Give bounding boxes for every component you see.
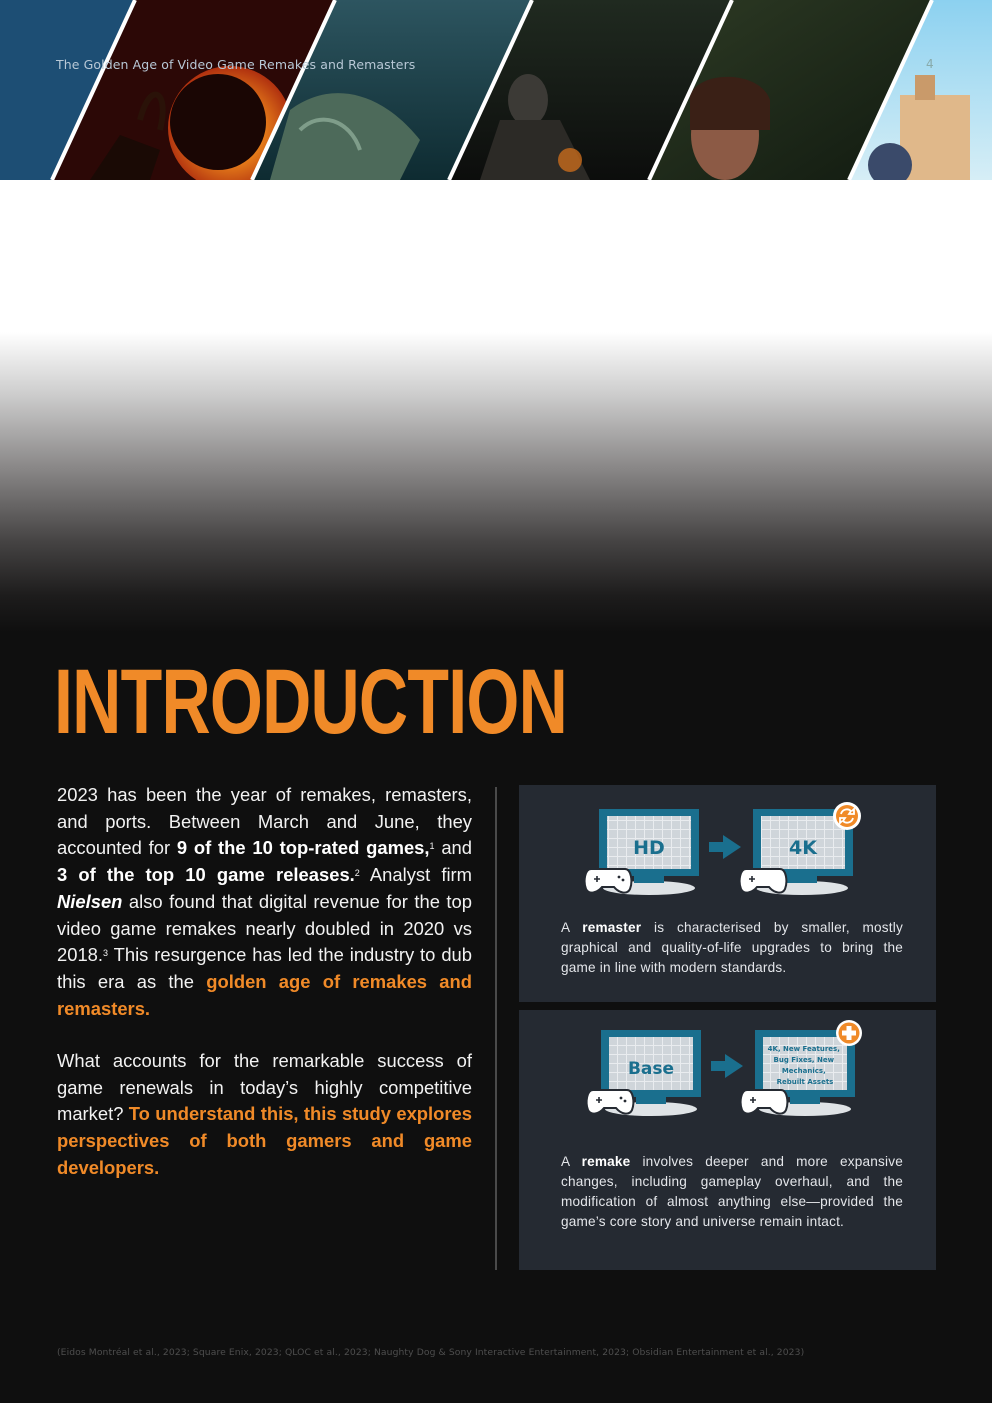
upgrade-badge-icon <box>833 802 861 830</box>
banner-artwork <box>0 0 992 180</box>
plus-badge-icon <box>836 1020 862 1046</box>
document-header-title: The Golden Age of Video Game Remakes and Remasters <box>56 57 416 72</box>
remaster-illustration <box>519 785 936 910</box>
svg-text:4K: 4K <box>789 837 817 859</box>
section-title: INTRODUCTION <box>54 651 568 753</box>
arrow-right-icon <box>711 1054 743 1078</box>
svg-text:Base: Base <box>627 1059 675 1079</box>
remake-description: A remake involves deeper and more expansive changes, including gameplay overhaul, and the modification of almost anything else—provided the game’s core story and universe remain intact. <box>561 1154 903 1229</box>
header-banner <box>0 0 992 180</box>
arrow-right-icon <box>709 835 741 859</box>
fade-gradient <box>0 332 992 632</box>
intro-paragraph-2: What accounts for the remarkable success of game renewals in today’s highly competitive market? To understand this, this study explores perspectives of both gamers and game developers. <box>57 1050 472 1178</box>
remaster-description: A remaster is characterised by smaller, mostly graphical and quality-of-life upgrades to bring the game in line with modern standards. <box>561 920 903 975</box>
remake-illustration <box>519 1010 936 1135</box>
remake-card <box>519 1010 936 1270</box>
intro-paragraph-1: 2023 has been the year of remakes, remasters, and ports. Between March and June, they accounted for 9 of the 10 top-rated games,$^1$ and 3 of the top 10 game releases.$^2$ Analyst firm Nielsen also found that digital revenue for the top video game remakes nearly doubled in 2020 vs 2018.$^3$ This resurgence has led the industry to dub this era as the golden age of remakes and remasters. <box>57 784 472 1019</box>
svg-text:HD: HD <box>633 837 665 859</box>
white-band <box>0 180 992 332</box>
references-footnote: (Eidos Montréal et al., 2023; Square Enix, 2023; QLOC et al., 2023; Naughty Dog & Sony Interactive Entertainment, 2023; Obsidian Entertainment et al., 2023) <box>57 1347 805 1358</box>
svg-text:4K, New Features, Bu: 4K, New Features, Bug Fixes, New Mechanics, Rebuilt Assets <box>767 1045 840 1086</box>
remaster-card <box>519 785 936 1002</box>
page-number: 4 <box>926 57 934 71</box>
column-divider <box>495 787 497 1270</box>
